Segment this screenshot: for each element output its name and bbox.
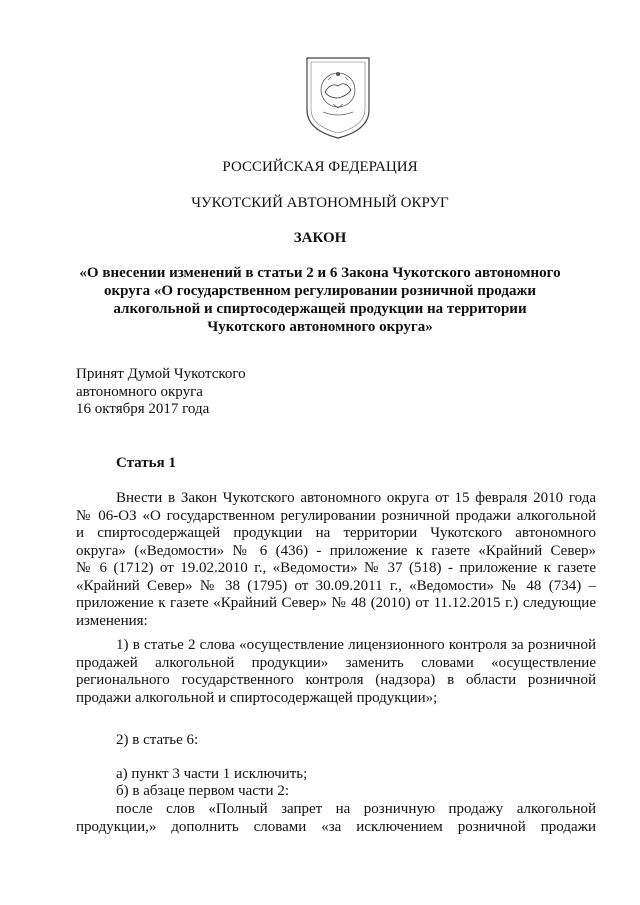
item-2b-text bbox=[76, 801, 596, 836]
country-heading: РОССИЙСКАЯ ФЕДЕРАЦИЯ bbox=[222, 159, 418, 175]
after-line: после слов «Полный запрет на розничную продажу алкогольной bbox=[116, 801, 596, 817]
intro-line: Внести в Закон Чукотского автономного округа от 15 февраля 2010 года bbox=[116, 490, 596, 506]
law-title-line: алкогольной и спиртосодержащей продукции на территории bbox=[113, 301, 527, 317]
article-heading: Статья 1 bbox=[116, 455, 176, 471]
intro-line: приложение к газете «Крайний Север» № 48 (2010) от 11.12.2015 г.) следующие bbox=[76, 595, 596, 611]
intro-line: «Крайний Север» № 38 (1795) от 30.09.2011 г., «Ведомости» № 48 (734) – bbox=[76, 577, 596, 594]
law-title-line: Чукотского автономного округа» bbox=[207, 319, 433, 335]
article-intro bbox=[76, 490, 596, 630]
adoption-line: автономного округа bbox=[76, 383, 203, 400]
item1-line: 1) в статье 2 слова «осуществление лицензионного контроля за розничной bbox=[116, 637, 596, 653]
adoption-info bbox=[76, 366, 596, 419]
region-heading: ЧУКОТСКИЙ АВТОНОМНЫЙ ОКРУГ bbox=[191, 195, 449, 211]
adoption-line: 16 октября 2017 года bbox=[76, 401, 210, 417]
item-1 bbox=[76, 637, 596, 707]
intro-line: изменения: bbox=[76, 612, 148, 629]
intro-line: округа» («Ведомости» № 6 (436) - приложение к газете «Крайний Север» bbox=[76, 542, 596, 559]
law-title-line: округа «О государственном регулировании розничной продажи bbox=[104, 283, 536, 299]
doc-type-heading: ЗАКОН bbox=[293, 230, 347, 246]
item1-line: регионального государственного контроля (надзора) в области розничной bbox=[76, 672, 596, 688]
coat-of-arms-icon bbox=[303, 52, 373, 140]
law-title bbox=[0, 264, 640, 336]
intro-line: и спиртосодержащей продукции на территории Чукотского автономного bbox=[76, 525, 596, 541]
law-title-line: «О внесении изменений в статьи 2 и 6 Закона Чукотского автономного bbox=[79, 265, 561, 281]
item1-line: продажей алкогольной продукции» заменить словами «осуществление bbox=[76, 654, 596, 671]
item-2a: а) пункт 3 части 1 исключить; bbox=[116, 766, 308, 782]
item-2: 2) в статье 6: bbox=[116, 732, 199, 748]
intro-line: № 6 (1712) от 19.02.2010 г., «Ведомости» № 37 (518) - приложение к газете bbox=[76, 560, 596, 576]
after-line: продукции,» дополнить словами «за исключением розничной продажи bbox=[76, 818, 596, 835]
item-2b: б) в абзаце первом части 2: bbox=[116, 783, 289, 799]
item1-line: продажи алкогольной и спиртосодержащей продукции»; bbox=[76, 689, 438, 706]
adoption-line: Принят Думой Чукотского bbox=[76, 366, 246, 382]
intro-line: № 06-ОЗ «О государственном регулировании розничной продажи алкогольной bbox=[76, 507, 596, 524]
